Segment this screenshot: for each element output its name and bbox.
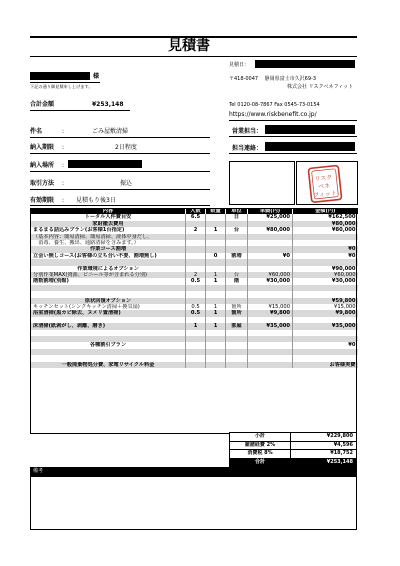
date-label: 見積日： xyxy=(229,62,250,68)
cell-item: トータル人件費目安 xyxy=(31,214,186,220)
cell-qty: 0 xyxy=(206,253,226,259)
cell-item: キッチンセット(シンクキッチン清掃＋換気扇) xyxy=(31,304,186,310)
svg-text:ベネ: ベネ xyxy=(317,182,331,191)
cell-people: 2 xyxy=(186,227,206,233)
delivery-label: 納入期限 xyxy=(30,144,55,151)
cell-people: 0.5 xyxy=(186,310,206,316)
cell-unit: 割増 xyxy=(226,253,248,259)
cell-people: 2 xyxy=(186,272,206,278)
total-label: 合計金額 xyxy=(30,101,55,108)
cell-item: 分別作業MAX(資源、ビニール等が含まれる分別) xyxy=(31,272,186,278)
cell-people: 0.5 xyxy=(186,278,206,284)
cell-item: 消毒、養生、搬出、通路清掃を含みます。） xyxy=(31,240,186,246)
cell-unit: 階 xyxy=(226,278,248,284)
cell-amount: ¥30,000 xyxy=(293,278,358,284)
place-label: 納入場所 xyxy=(30,162,55,169)
place-redacted xyxy=(68,160,142,168)
remarks-header xyxy=(30,467,357,476)
col-header-price: 単価(円) xyxy=(248,208,293,214)
recipient-note: 下記の通り御見積申し上げます。 xyxy=(30,84,93,89)
cell-amount: ¥60,000 xyxy=(293,272,358,278)
company-url: https://www.riskbenefit.co.jp/ xyxy=(229,111,317,118)
totals-block xyxy=(229,432,357,467)
cell-people: 0.5 xyxy=(186,304,206,310)
totals-row xyxy=(229,442,357,451)
cell-item: 家財撤去費用 xyxy=(31,221,186,227)
cell-people: 6.5 xyxy=(186,214,206,220)
contact-redacted xyxy=(265,142,355,151)
contact-label: 担当連絡： xyxy=(232,145,263,152)
cell-price: ¥9,800 xyxy=(248,310,293,316)
totals-label: 小計 xyxy=(230,433,291,441)
cell-price: ¥25,000 xyxy=(248,214,293,220)
cell-item: 立会い無しコース(お客様の立ち合い不要、割増無し) xyxy=(31,253,186,259)
cell-unit: 台 xyxy=(226,272,248,278)
cell-unit: 部屋 xyxy=(226,323,248,329)
company-address: 〒418-0047 静岡県富士市久沢69-3 xyxy=(229,76,317,82)
col-header-qty: 数量 xyxy=(206,208,226,214)
cell-amount: ¥162,500 xyxy=(293,214,358,220)
cell-item: 階数割増(別館) xyxy=(31,278,186,284)
cell-amount: ¥80,000 xyxy=(293,227,358,233)
payment-colon: : xyxy=(62,180,65,187)
validity-colon: : xyxy=(62,197,65,204)
totals-label: 消費税 8% xyxy=(230,450,291,458)
cell-price: ¥0 xyxy=(248,253,293,259)
page-title: 見積書 xyxy=(168,38,210,54)
cell-item: 一般廃棄物処分費、家電リサイクル料金 xyxy=(31,362,186,368)
place-colon: : xyxy=(62,162,65,169)
col-header-amount: 金額(円) xyxy=(293,208,358,214)
total-value: ¥253,148 xyxy=(92,101,124,108)
cell-qty: 1 xyxy=(206,323,226,329)
cell-amount: お客様実費 xyxy=(293,362,358,368)
company-seal-icon xyxy=(302,165,346,203)
recipient-suffix: 様 xyxy=(93,73,100,80)
cell-unit: 箇所 xyxy=(226,310,248,316)
totals-label: 合計 xyxy=(230,459,291,467)
totals-row xyxy=(229,432,357,442)
cell-amount: ¥9,800 xyxy=(293,310,358,316)
cell-qty: 1 xyxy=(206,278,226,284)
delivery-value: 2日程度 xyxy=(115,144,137,151)
cell-item: まるまる詰込みプラン(お客様1台指定) xyxy=(31,227,186,233)
cell-item: 各種割引プラン xyxy=(31,342,186,348)
cell-item: 浴室清掃(黒カビ除去、ヌメリ置清掃) xyxy=(31,310,186,316)
cell-qty: 1 xyxy=(206,227,226,233)
cell-price: ¥30,000 xyxy=(248,278,293,284)
totals-value: ¥229,800 xyxy=(326,433,353,439)
cell-qty: 1 xyxy=(206,310,226,316)
delivery-colon: : xyxy=(62,144,65,151)
company-phone: Tel 0120-08-7867 Fax 0545-73-0154 xyxy=(229,102,320,108)
matter-label: 件名 xyxy=(30,128,43,135)
cell-amount: ¥59,800 xyxy=(293,298,358,304)
remarks-label: 備考 xyxy=(33,468,44,474)
totals-label: 雑諸経費 2% xyxy=(230,442,291,450)
matter-value: ごみ屋敷清掃 xyxy=(92,128,129,135)
cell-amount: ¥80,000 xyxy=(293,221,358,227)
remarks-box xyxy=(30,476,357,530)
cell-amount: ¥0 xyxy=(293,342,358,348)
items-table-border xyxy=(30,208,357,434)
cell-price: ¥15,000 xyxy=(248,304,293,310)
validity-value: 見積もり後3日 xyxy=(76,197,116,204)
matter-colon: : xyxy=(62,128,65,135)
sales-label: 営業担当： xyxy=(232,128,263,135)
stamp-box-left xyxy=(229,161,295,205)
cell-unit: 台 xyxy=(226,227,248,233)
svg-text:リスク: リスク xyxy=(314,174,333,183)
cell-qty: 1 xyxy=(206,272,226,278)
cell-amount: ¥0 xyxy=(293,253,358,259)
col-header-item: 内容 xyxy=(31,208,186,214)
totals-row xyxy=(229,450,357,459)
cell-item: 床清掃(紙剥がし、剥離、磨き) xyxy=(31,323,186,329)
totals-value: ¥4,596 xyxy=(333,441,353,448)
col-header-people: 人数 xyxy=(186,208,206,214)
totals-row xyxy=(229,459,357,468)
cell-price: ¥35,000 xyxy=(248,323,293,329)
cell-price: ¥80,000 xyxy=(248,227,293,233)
cell-amount: ¥35,000 xyxy=(293,323,358,329)
cell-price: ¥60,000 xyxy=(248,272,293,278)
cell-item: （基本内容：簡易清掃、簡易清掃、液体中身だし、 xyxy=(31,234,186,240)
svg-text:フィット: フィット xyxy=(313,189,338,200)
date-redacted xyxy=(255,60,355,68)
cell-amount: ¥90,000 xyxy=(293,266,358,272)
company-name: 株式会社 リスクベネフィット xyxy=(287,84,354,90)
payment-label: 取引方法 xyxy=(30,180,55,187)
totals-value: ¥18,752 xyxy=(330,450,353,456)
sales-redacted xyxy=(265,125,355,134)
cell-amount: ¥15,000 xyxy=(293,304,358,310)
cell-people: 1 xyxy=(186,323,206,329)
cell-item: 作業コース割増 xyxy=(31,246,186,252)
col-header-unit: 単位 xyxy=(226,208,248,214)
validity-label: 有効期限 xyxy=(30,197,55,204)
cell-item: 作業環境によるオプション xyxy=(31,266,186,272)
cell-item: 原状回復オプション xyxy=(31,298,186,304)
cell-qty: 1 xyxy=(206,304,226,310)
recipient-redacted xyxy=(30,72,90,80)
totals-value: ¥253,148 xyxy=(326,458,353,465)
cell-unit: 日 xyxy=(226,214,248,220)
cell-amount: ¥0 xyxy=(293,246,358,252)
payment-value: 振込 xyxy=(120,180,133,187)
cell-unit: 箇所 xyxy=(226,304,248,310)
